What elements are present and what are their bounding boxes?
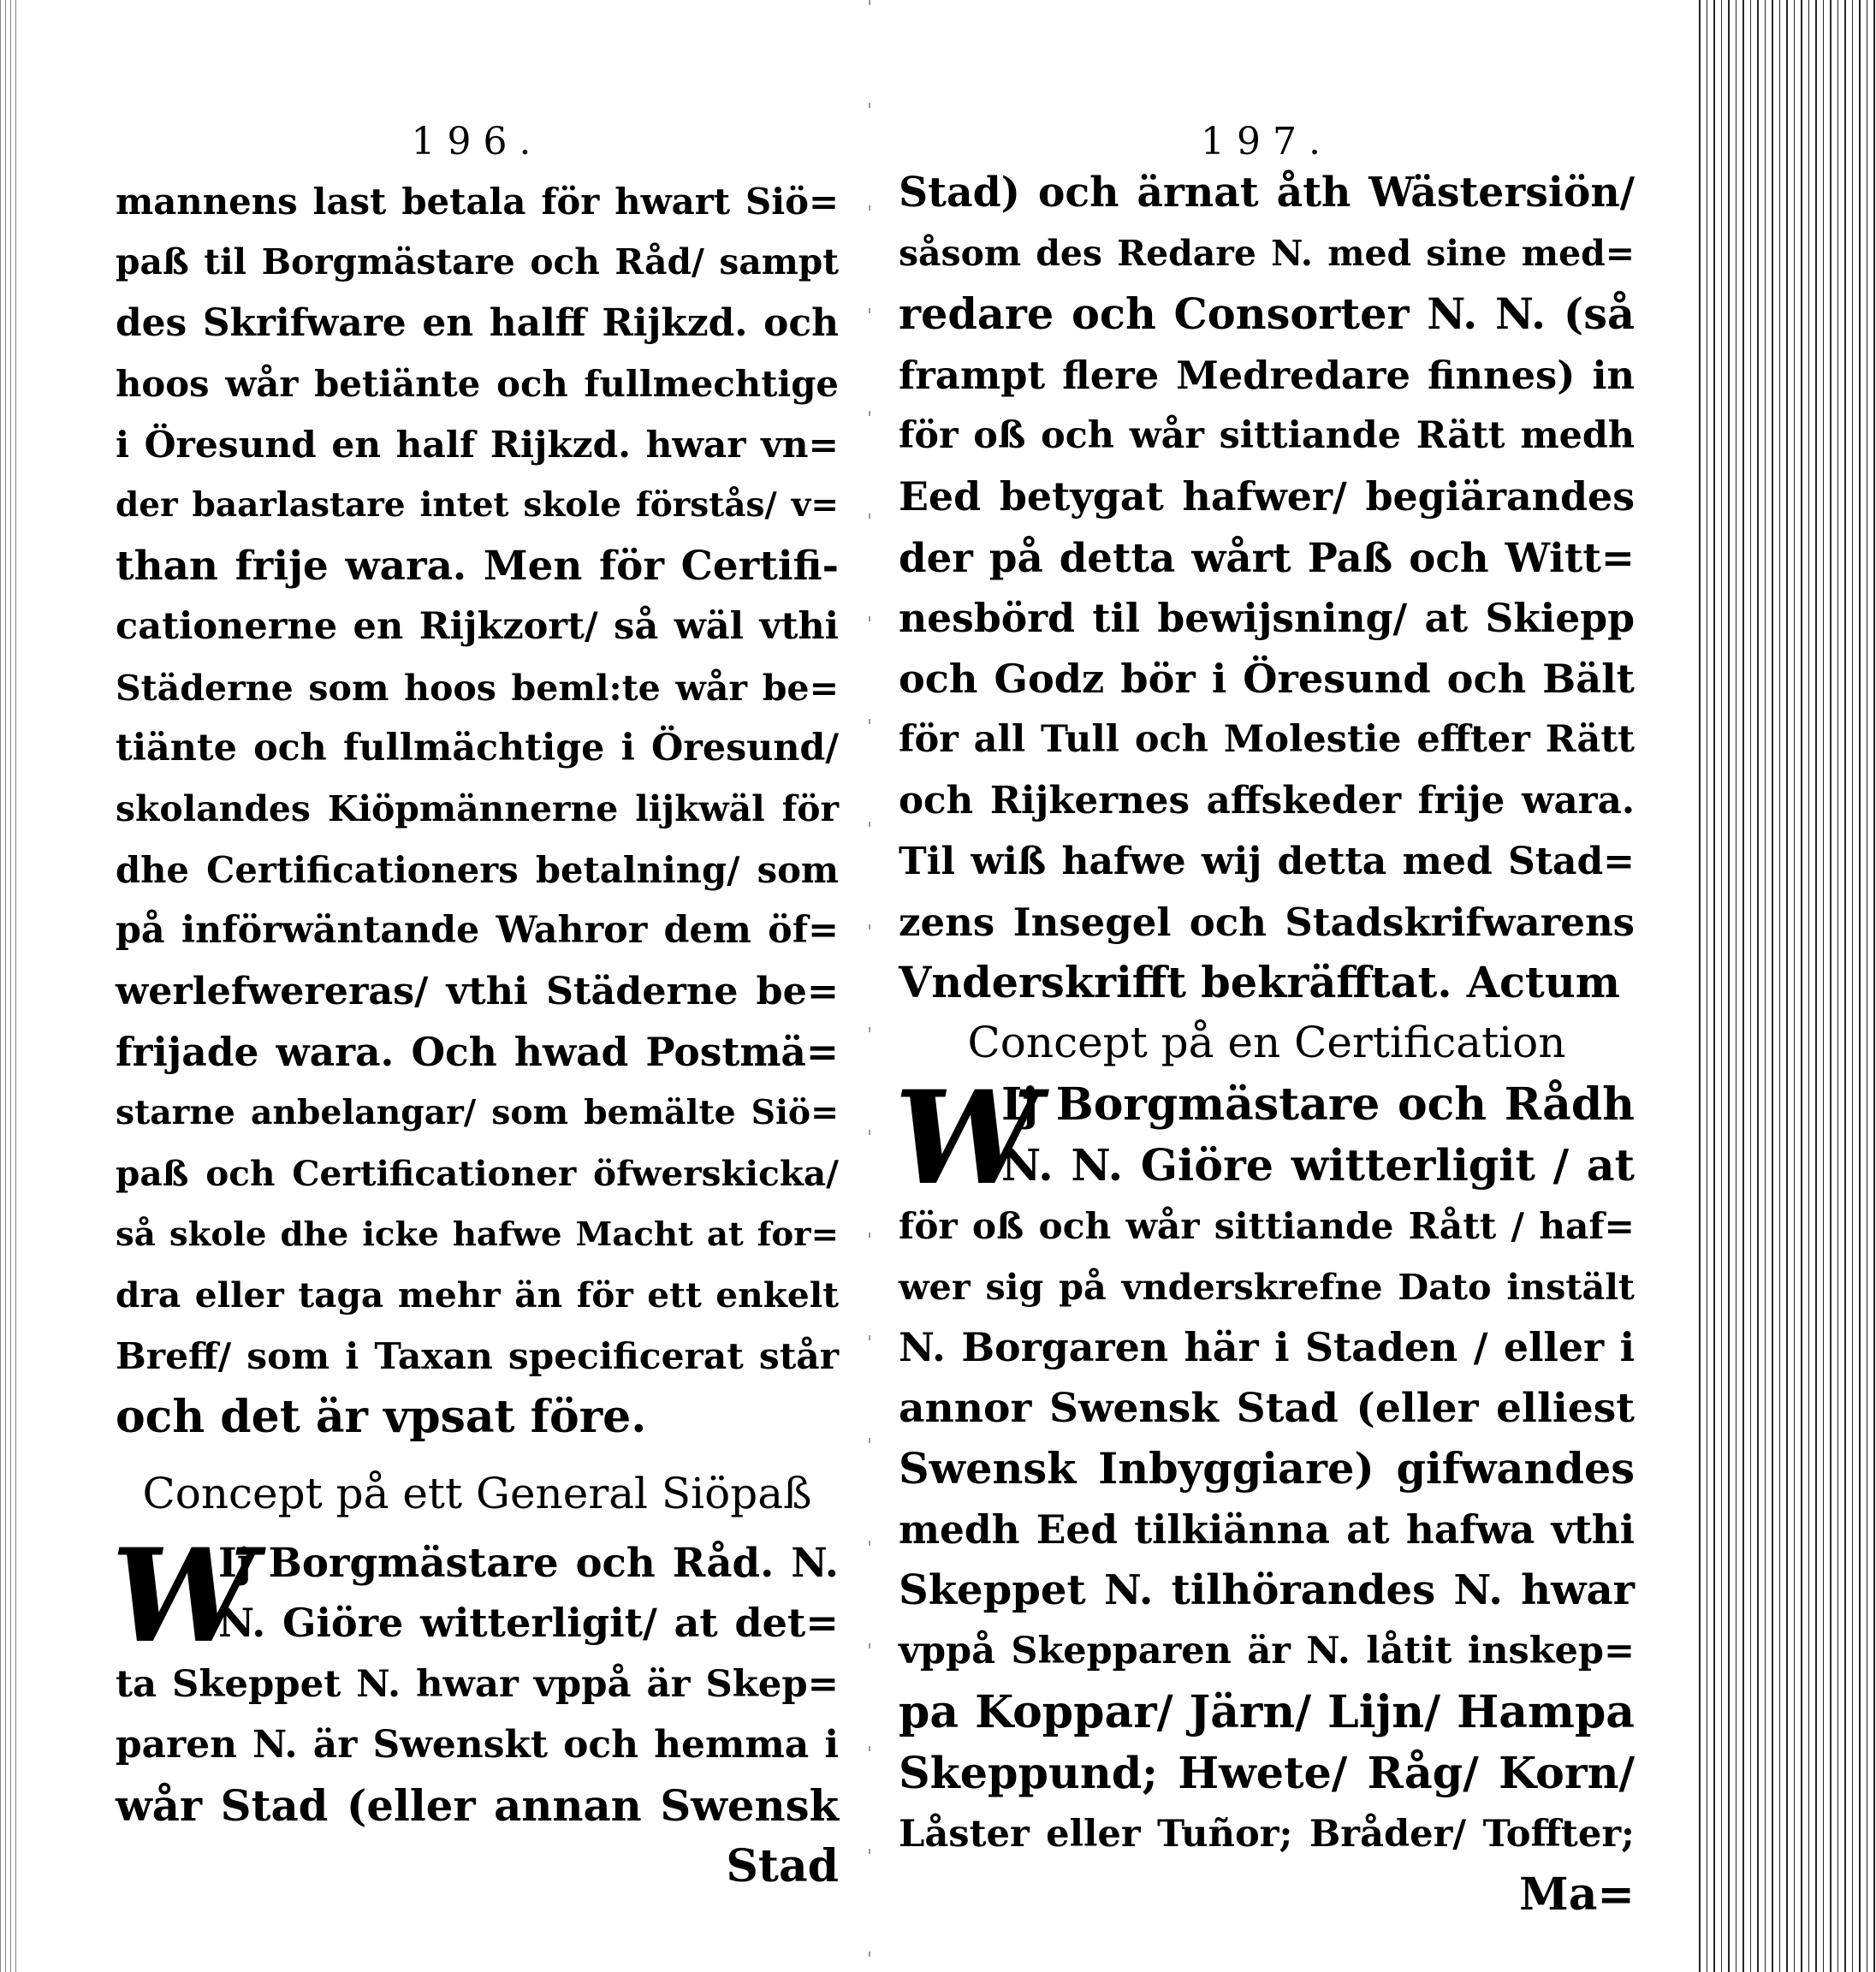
text-line: tiänte och fullmächtige i Öresund/ bbox=[116, 727, 839, 769]
text-line: mannens last betala för hwart Siö= bbox=[116, 181, 839, 223]
text-line: Swensk Inbyggiare) gifwandes bbox=[899, 1444, 1635, 1494]
text-line: Skeppet N. tilhörandes N. hwar bbox=[899, 1566, 1635, 1614]
text-line: så skole dhe icke hafwe Macht at for= bbox=[116, 1215, 839, 1254]
drop-cap: W bbox=[111, 1521, 256, 1672]
body-text bbox=[116, 171, 839, 1447]
catchword: Ma= bbox=[1519, 1868, 1635, 1921]
text-line: och Rijkernes affskeder frije wara. bbox=[899, 779, 1635, 823]
text-line: Vnderskrifft bekräfftat. Actum bbox=[899, 958, 1620, 1007]
text-line: Breff/ som i Taxan specificerat står bbox=[116, 1334, 839, 1377]
book-gutter bbox=[869, 0, 870, 1972]
text-line: medh Eed tilkiänna at hafwa vthi bbox=[899, 1506, 1635, 1553]
text-line: pa Koppar/ Järn/ Lijn/ Hampa bbox=[899, 1686, 1635, 1738]
text-line: starne anbelangar/ som bemälte Siö= bbox=[116, 1093, 839, 1132]
text-line: dra eller taga mehr än för ett enkelt bbox=[116, 1274, 839, 1316]
text-line: såsom des Redare N. med sine med= bbox=[899, 233, 1635, 274]
text-line: N. N. Giöre witterligit / at bbox=[1001, 1139, 1635, 1191]
text-line: than frije wara. Men för Certifi- bbox=[116, 543, 839, 590]
text-line: på införwäntande Wahror dem öf= bbox=[116, 909, 839, 952]
text-line: för oß och wår sittiande Rätt medh bbox=[899, 414, 1635, 457]
text-line: vppå Skepparen är N. låtit inskep= bbox=[899, 1630, 1635, 1672]
text-line: för oß och wår sittiande Rått / haf= bbox=[899, 1204, 1635, 1247]
text-line: Ij Borgmästare och Råd. N. bbox=[218, 1539, 839, 1586]
text-line: paß och Certificationer öfwerskicka/ bbox=[116, 1153, 839, 1194]
text-line: nesbörd til bewijsning/ at Skiepp bbox=[899, 595, 1635, 641]
text-line: des Skrifware en halff Rijkzd. och bbox=[116, 301, 839, 345]
text-line: Ij Borgmästare och Rådh bbox=[1001, 1078, 1635, 1131]
text-line: N. Borgaren här i Staden / eller i bbox=[899, 1324, 1635, 1370]
text-line: Låster eller Tuñor; Bråder/ Toffter; bbox=[899, 1812, 1635, 1856]
text-line: frampt flere Medredare finnes) in bbox=[899, 353, 1635, 398]
drop-cap: W bbox=[894, 1063, 1039, 1214]
section-heading: Concept på ett General Siöpaß bbox=[142, 1469, 812, 1518]
catchword: Stad bbox=[726, 1840, 839, 1892]
text-line: Stad) och ärnat åth Wästersiön/ bbox=[899, 169, 1635, 217]
text-line: cationerne en Rijkzort/ så wäl vthi bbox=[116, 605, 839, 648]
text-line: Til wiß hafwe wij detta med Stad= bbox=[899, 840, 1635, 883]
page-edges-stack bbox=[1699, 0, 1876, 1972]
text-line: paren N. är Swenskt och hemma i bbox=[116, 1723, 839, 1767]
text-line: i Öresund en half Rijkzd. hwar vn= bbox=[116, 423, 839, 466]
form-text bbox=[894, 1063, 1635, 1925]
page-number: 196. bbox=[411, 120, 543, 163]
text-line: der på detta wårt Paß och Witt= bbox=[899, 534, 1635, 581]
text-line: för all Tull och Molestie effter Rätt bbox=[899, 718, 1635, 761]
text-line: redare och Consorter N. N. (så bbox=[899, 289, 1635, 339]
text-line: frijade wara. Och hwad Postmä= bbox=[116, 1029, 839, 1075]
page-edge-left bbox=[0, 0, 19, 1972]
text-line: N. Giöre witterligit/ at det= bbox=[218, 1600, 839, 1646]
text-line: Skeppund; Hwete/ Råg/ Korn/ bbox=[899, 1747, 1635, 1798]
text-line: zens Insegel och Stadskrifwarens bbox=[899, 900, 1635, 945]
text-line: dhe Certificationers betalning/ som bbox=[116, 849, 839, 891]
text-line: wer sig på vnderskrefne Dato instält bbox=[899, 1266, 1635, 1308]
body-text bbox=[899, 163, 1635, 1013]
text-line: och det är vpsat före. bbox=[116, 1391, 647, 1443]
text-line: werlefwereras/ vthi Städerne be= bbox=[116, 969, 839, 1013]
text-line: Städerne som hoos beml:te wår be= bbox=[116, 667, 839, 709]
text-line: hoos wår betiänte och fullmechtige bbox=[116, 363, 839, 405]
text-line: paß til Borgmästare och Råd/ sampt bbox=[116, 241, 839, 282]
section-heading: Concept på en Certification bbox=[967, 1018, 1566, 1067]
form-text bbox=[111, 1521, 839, 1897]
text-line: Eed betygat hafwer/ begiärandes bbox=[899, 473, 1635, 520]
text-line: ta Skeppet N. hwar vppå är Skep= bbox=[116, 1662, 839, 1706]
page-number: 197. bbox=[1201, 120, 1333, 163]
text-line: der baarlastare intet skole förstås/ v= bbox=[116, 485, 839, 525]
text-line: wår Stad (eller annan Swensk bbox=[116, 1780, 839, 1831]
text-line: skolandes Kiöpmännerne lijkwäl för bbox=[116, 788, 839, 829]
text-line: och Godz bör i Öresund och Bält bbox=[899, 656, 1635, 702]
text-line: annor Swensk Stad (eller elliest bbox=[899, 1385, 1635, 1432]
